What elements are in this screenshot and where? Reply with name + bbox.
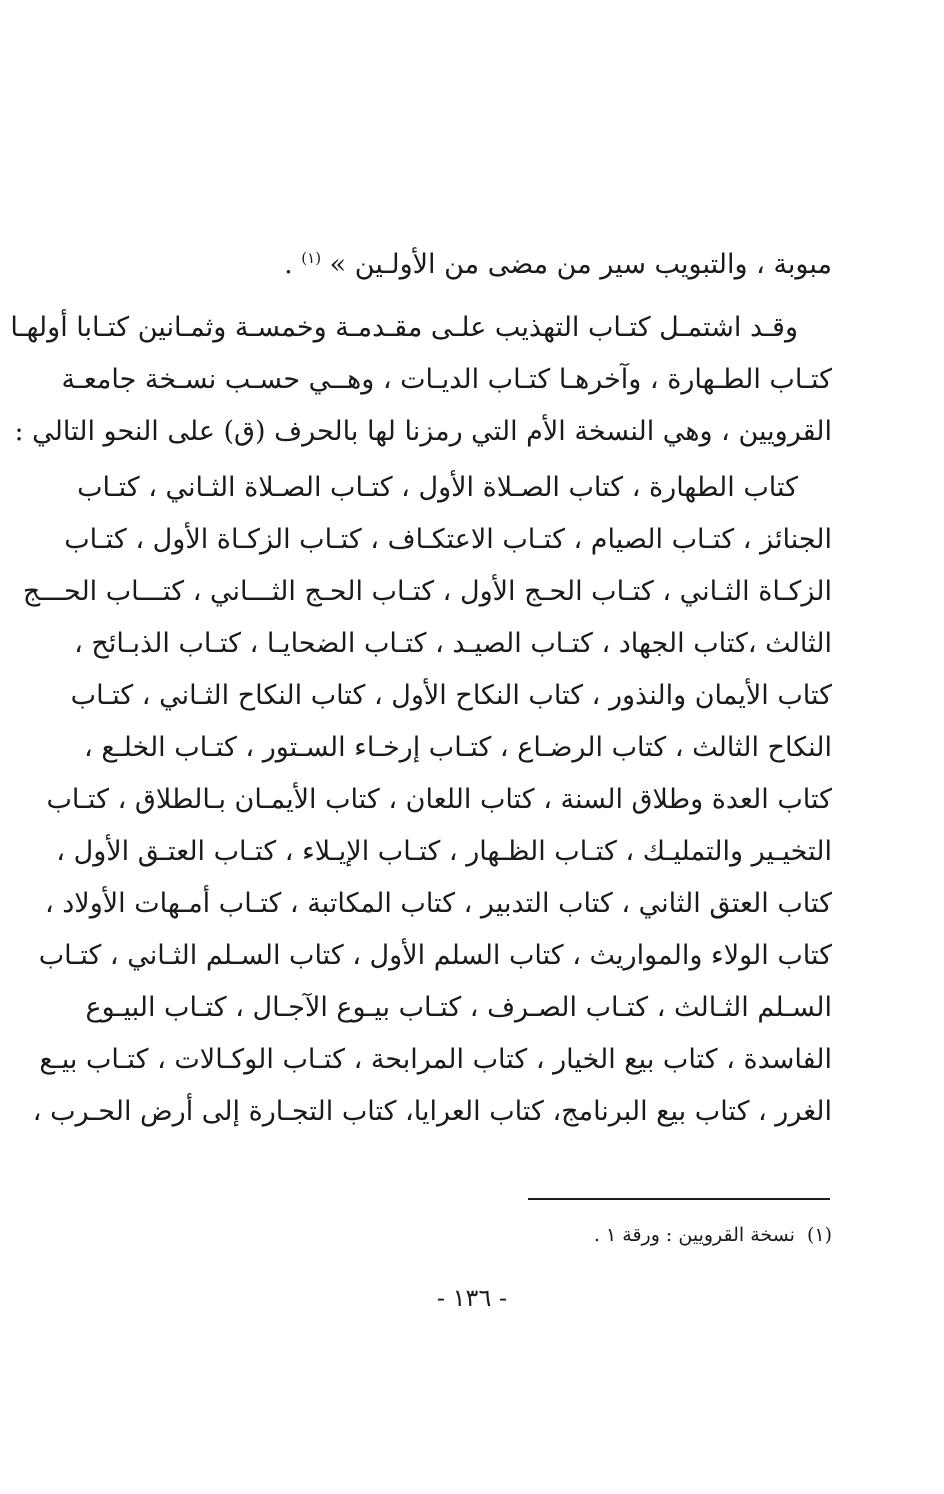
text-line: الفاسدة ، كتاب بيع الخيار ، كتاب المرابحة ، كتـاب الوكـالات ، كتـاب بيـع bbox=[39, 1044, 832, 1075]
text-line: الثالث ،كتاب الجهاد ، كتـاب الصيـد ، كتـاب الضحايـا ، كتـاب الذبـائح ، bbox=[74, 628, 832, 659]
paragraph-book-list bbox=[22, 462, 832, 1138]
text-line bbox=[108, 232, 832, 284]
text-line: وقـد اشتمـل كتـاب التهذيب علـى مقـدمـة وخمسـة وثمـانين كتـابا أولهـا bbox=[10, 312, 798, 343]
text-line: النكاح الثالث ، كتاب الرضـاع ، كتـاب إرخـاء السـتور ، كتـاب الخلـع ، bbox=[84, 732, 832, 763]
footnote bbox=[594, 1220, 832, 1250]
paragraph-intro bbox=[10, 302, 832, 458]
text-line: كتاب الولاء والمواريث ، كتاب السلم الأول ، كتاب السـلم الثـاني ، كتـاب bbox=[38, 940, 832, 971]
carryover-text: مبوبة ، والتبويب سير من مضى من الأولـين » bbox=[321, 249, 832, 280]
text-line: الزكـاة الثـاني ، كتـاب الحـج الأول ، كتـاب الحـج الثـــاني ، كتـــاب الحـــج bbox=[22, 576, 832, 607]
page-number: - ١٣٦ - bbox=[436, 1284, 508, 1312]
carryover-paragraph bbox=[108, 232, 832, 284]
text-line: التخيـير والتمليـك ، كتـاب الظـهار ، كتـاب الإيـلاء ، كتـاب العتـق الأول ، bbox=[56, 836, 832, 867]
text-line: كتاب العدة وطلاق السنة ، كتاب اللعان ، كتاب الأيمـان بـالطلاق ، كتـاب bbox=[46, 784, 832, 815]
text-line: الغرر ، كتاب بيع البرنامج، كتاب العرايا، كتاب التجـارة إلى أرض الحـرب ، bbox=[32, 1096, 832, 1127]
footnote-text: نسخة القرويين : ورقة ١ . bbox=[593, 1224, 795, 1246]
text-line: الجنائز ، كتـاب الصيام ، كتـاب الاعتكـاف ، كتـاب الزكـاة الأول ، كتـاب bbox=[64, 524, 832, 555]
text-line: السـلم الثـالث ، كتـاب الصـرف ، كتـاب بيـوع الآجـال ، كتـاب البيـوع bbox=[85, 992, 832, 1023]
carryover-end: . bbox=[284, 249, 302, 280]
footnote-number: (١) bbox=[806, 1224, 832, 1246]
footnote-separator bbox=[528, 1198, 830, 1200]
text-line: كتـاب الطـهارة ، وآخرهـا كتـاب الديـات ، وهــي حسـب نسـخة جامعـة bbox=[61, 364, 832, 395]
text-line: كتاب الأيمان والنذور ، كتاب النكاح الأول ، كتاب النكاح الثـاني ، كتـاب bbox=[70, 680, 832, 711]
text-line: كتاب الطهارة ، كتاب الصـلاة الأول ، كتـاب الصـلاة الثـاني ، كتـاب bbox=[77, 472, 798, 503]
text-line: القرويين ، وهي النسخة الأم التي رمزنا لها بالحرف (ق) على النحو التالي : bbox=[14, 416, 832, 447]
footnote-reference: (١) bbox=[301, 249, 322, 267]
text-line: كتاب العتق الثاني ، كتاب التدبير ، كتاب المكاتبة ، كتـاب أمـهات الأولاد ، bbox=[44, 888, 832, 919]
